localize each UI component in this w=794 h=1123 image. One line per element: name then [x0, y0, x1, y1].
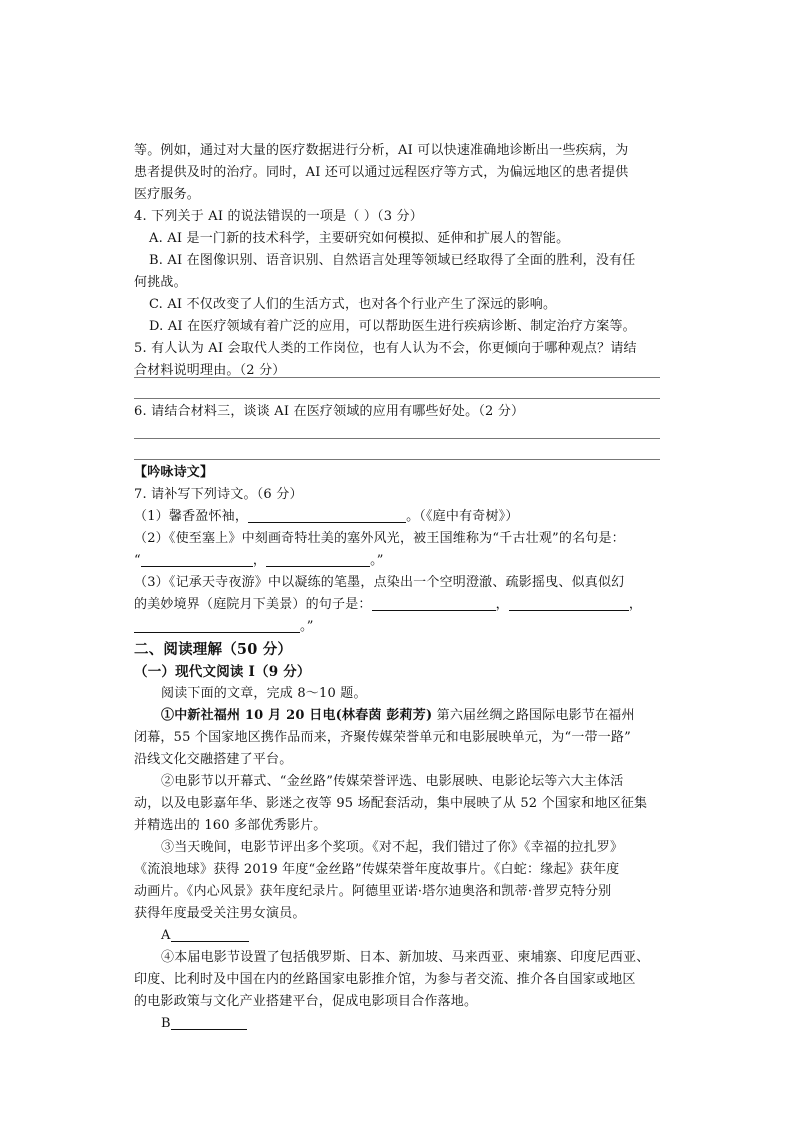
paragraph-2-line-1: ②电影节以开幕式、“金丝路”传媒荣誉评选、电影展映、电影论坛等六大主体活 [161, 774, 624, 789]
fill-blank[interactable] [134, 618, 300, 633]
paragraph-3-line-3: 动画片。《内心风景》获年度纪录片。阿德里亚诺·塔尔迪奥洛和凯蒂·普罗克特分别 [134, 884, 612, 899]
paragraph-3-line-4: 获得年度最受关注男女演员。 [134, 906, 306, 921]
subsection-heading: （一）现代文阅读 I（9 分） [134, 664, 311, 680]
q7-stem: 7. 请补写下列诗文。（6 分） [134, 487, 303, 502]
fill-blank[interactable] [248, 508, 406, 523]
q4-option-b-line-2: 何挑战。 [134, 275, 187, 290]
poem-3-prompt: （3）《记承天寺夜游》中以凝练的笔墨，点染出一个空明澄澈、疏影摇曳、似真似幻 [134, 575, 625, 590]
q6-stem: 6. 请结合材料三，谈谈 AI 在医疗领域的应用有哪些好处。（2 分） [134, 404, 525, 419]
close-quote: 。” [370, 553, 384, 568]
blank-b-label: B [161, 1016, 171, 1031]
answer-line[interactable] [134, 459, 660, 460]
poem-3-line-3 [134, 616, 660, 638]
blank-a-row [161, 925, 660, 947]
paragraph-2-line-2: 动，以及电影嘉年华、影迷之夜等 95 场配套活动，集中展映了从 52 个国家和地区征集 [134, 796, 648, 811]
reading-intro: 阅读下面的文章，完成 8～10 题。 [161, 686, 367, 701]
comma: ， [252, 553, 267, 568]
fill-blank[interactable] [509, 596, 629, 611]
poem-1-source: 。（《庭中有奇树》） [406, 509, 519, 524]
q4-option-b-line-1: B. AI 在图像识别、语音识别、自然语言处理等领域已经取得了全面的胜利，没有任 [149, 253, 636, 268]
q5-line-1: 5. 有人认为 AI 会取代人类的工作岗位，也有人认为不会，你更倾向于哪种观点？请结 [134, 341, 637, 356]
comma: ， [628, 597, 643, 612]
fill-blank[interactable] [266, 552, 370, 567]
poem-1-prompt: （1）馨香盈怀袖， [134, 509, 249, 524]
open-quote: “ [134, 553, 141, 568]
close-quote: 。” [300, 619, 314, 634]
fill-blank[interactable] [372, 596, 496, 611]
paragraph-4-line-1: ④本届电影节设置了包括俄罗斯、日本、新加坡、马来西亚、柬埔寨、印度尼西亚、 [161, 950, 650, 965]
fill-blank[interactable] [141, 552, 253, 567]
answer-line[interactable] [134, 377, 660, 378]
answer-line[interactable] [134, 438, 660, 439]
paragraph-3-line-2: 《流浪地球》获得 2019 年度“金丝路”传媒荣誉年度故事片。《白蛇：缘起》获年度 [134, 862, 620, 877]
blank-b-row [161, 1013, 660, 1035]
answer-line[interactable] [134, 398, 660, 399]
poem-1 [134, 506, 660, 528]
material-line-2: 患者提供及时的治疗。同时，AI 还可以通过远程医疗等方式，为偏远地区的患者提供 [134, 165, 629, 180]
q4-option-c: C. AI 不仅改变了人们的生活方式，也对各个行业产生了深远的影响。 [149, 297, 557, 312]
paragraph-1-line-1 [161, 705, 660, 727]
paragraph-1-text: 第六届丝绸之路国际电影节在福州 [432, 708, 635, 723]
comma: ， [495, 597, 509, 612]
material-line-3: 医疗服务。 [134, 187, 201, 202]
poem-3-prompt-cont: 的美妙境界（庭院月下美景）的句子是： [134, 597, 372, 612]
q4-stem: 4. 下列关于 AI 的说法错误的一项是（ ）（3 分） [134, 209, 423, 224]
paragraph-1-line-2: 闭幕，55 个国家地区携作品而来，齐聚传媒荣誉单元和电影展映单元，为“一带一路” [134, 730, 631, 745]
dateline: ①中新社福州 10 月 20 日电(林春茵 彭莉芳) [161, 708, 433, 723]
poem-2-prompt: （2）《使至塞上》中刻画奇特壮美的塞外风光，被王国维称为“千古壮观”的名句是： [134, 531, 625, 546]
section-heading: 二、阅读理解（50 分） [134, 641, 293, 658]
paragraph-4-line-2: 印度、比利时及中国在内的丝路国家电影推介馆，为参与者交流、推介各自国家或地区 [134, 972, 636, 987]
paragraph-3-line-1: ③当天晚间，电影节评出多个奖项。《对不起，我们错过了你》《幸福的拉扎罗》 [161, 840, 624, 855]
material-line-1: 等。例如，通过对大量的医疗数据进行分析，AI 可以快速准确地诊断出一些疾病，为 [134, 143, 629, 158]
q5-line-2: 合材料说明理由。（2 分） [134, 363, 286, 378]
paragraph-2-line-3: 并精选出的 160 多部优秀影片。 [134, 818, 327, 833]
paragraph-4-line-3: 的电影政策与文化产业搭建平台，促成电影项目合作落地。 [134, 994, 478, 1009]
fill-blank-a[interactable] [171, 927, 249, 942]
q4-option-a: A. AI 是一门新的技术科学，主要研究如何模拟、延伸和扩展人的智能。 [149, 231, 570, 246]
poem-3-line-2 [134, 594, 660, 616]
blank-a-label: A [161, 928, 171, 943]
poetry-heading: 【吟咏诗文】 [134, 465, 214, 480]
q4-option-d: D. AI 在医疗领域有着广泛的应用，可以帮助医生进行疾病诊断、制定治疗方案等。 [149, 319, 636, 334]
poem-2-answer [134, 550, 660, 572]
paragraph-1-line-3: 沿线文化交融搭建了平台。 [134, 752, 293, 767]
fill-blank-b[interactable] [171, 1015, 247, 1030]
